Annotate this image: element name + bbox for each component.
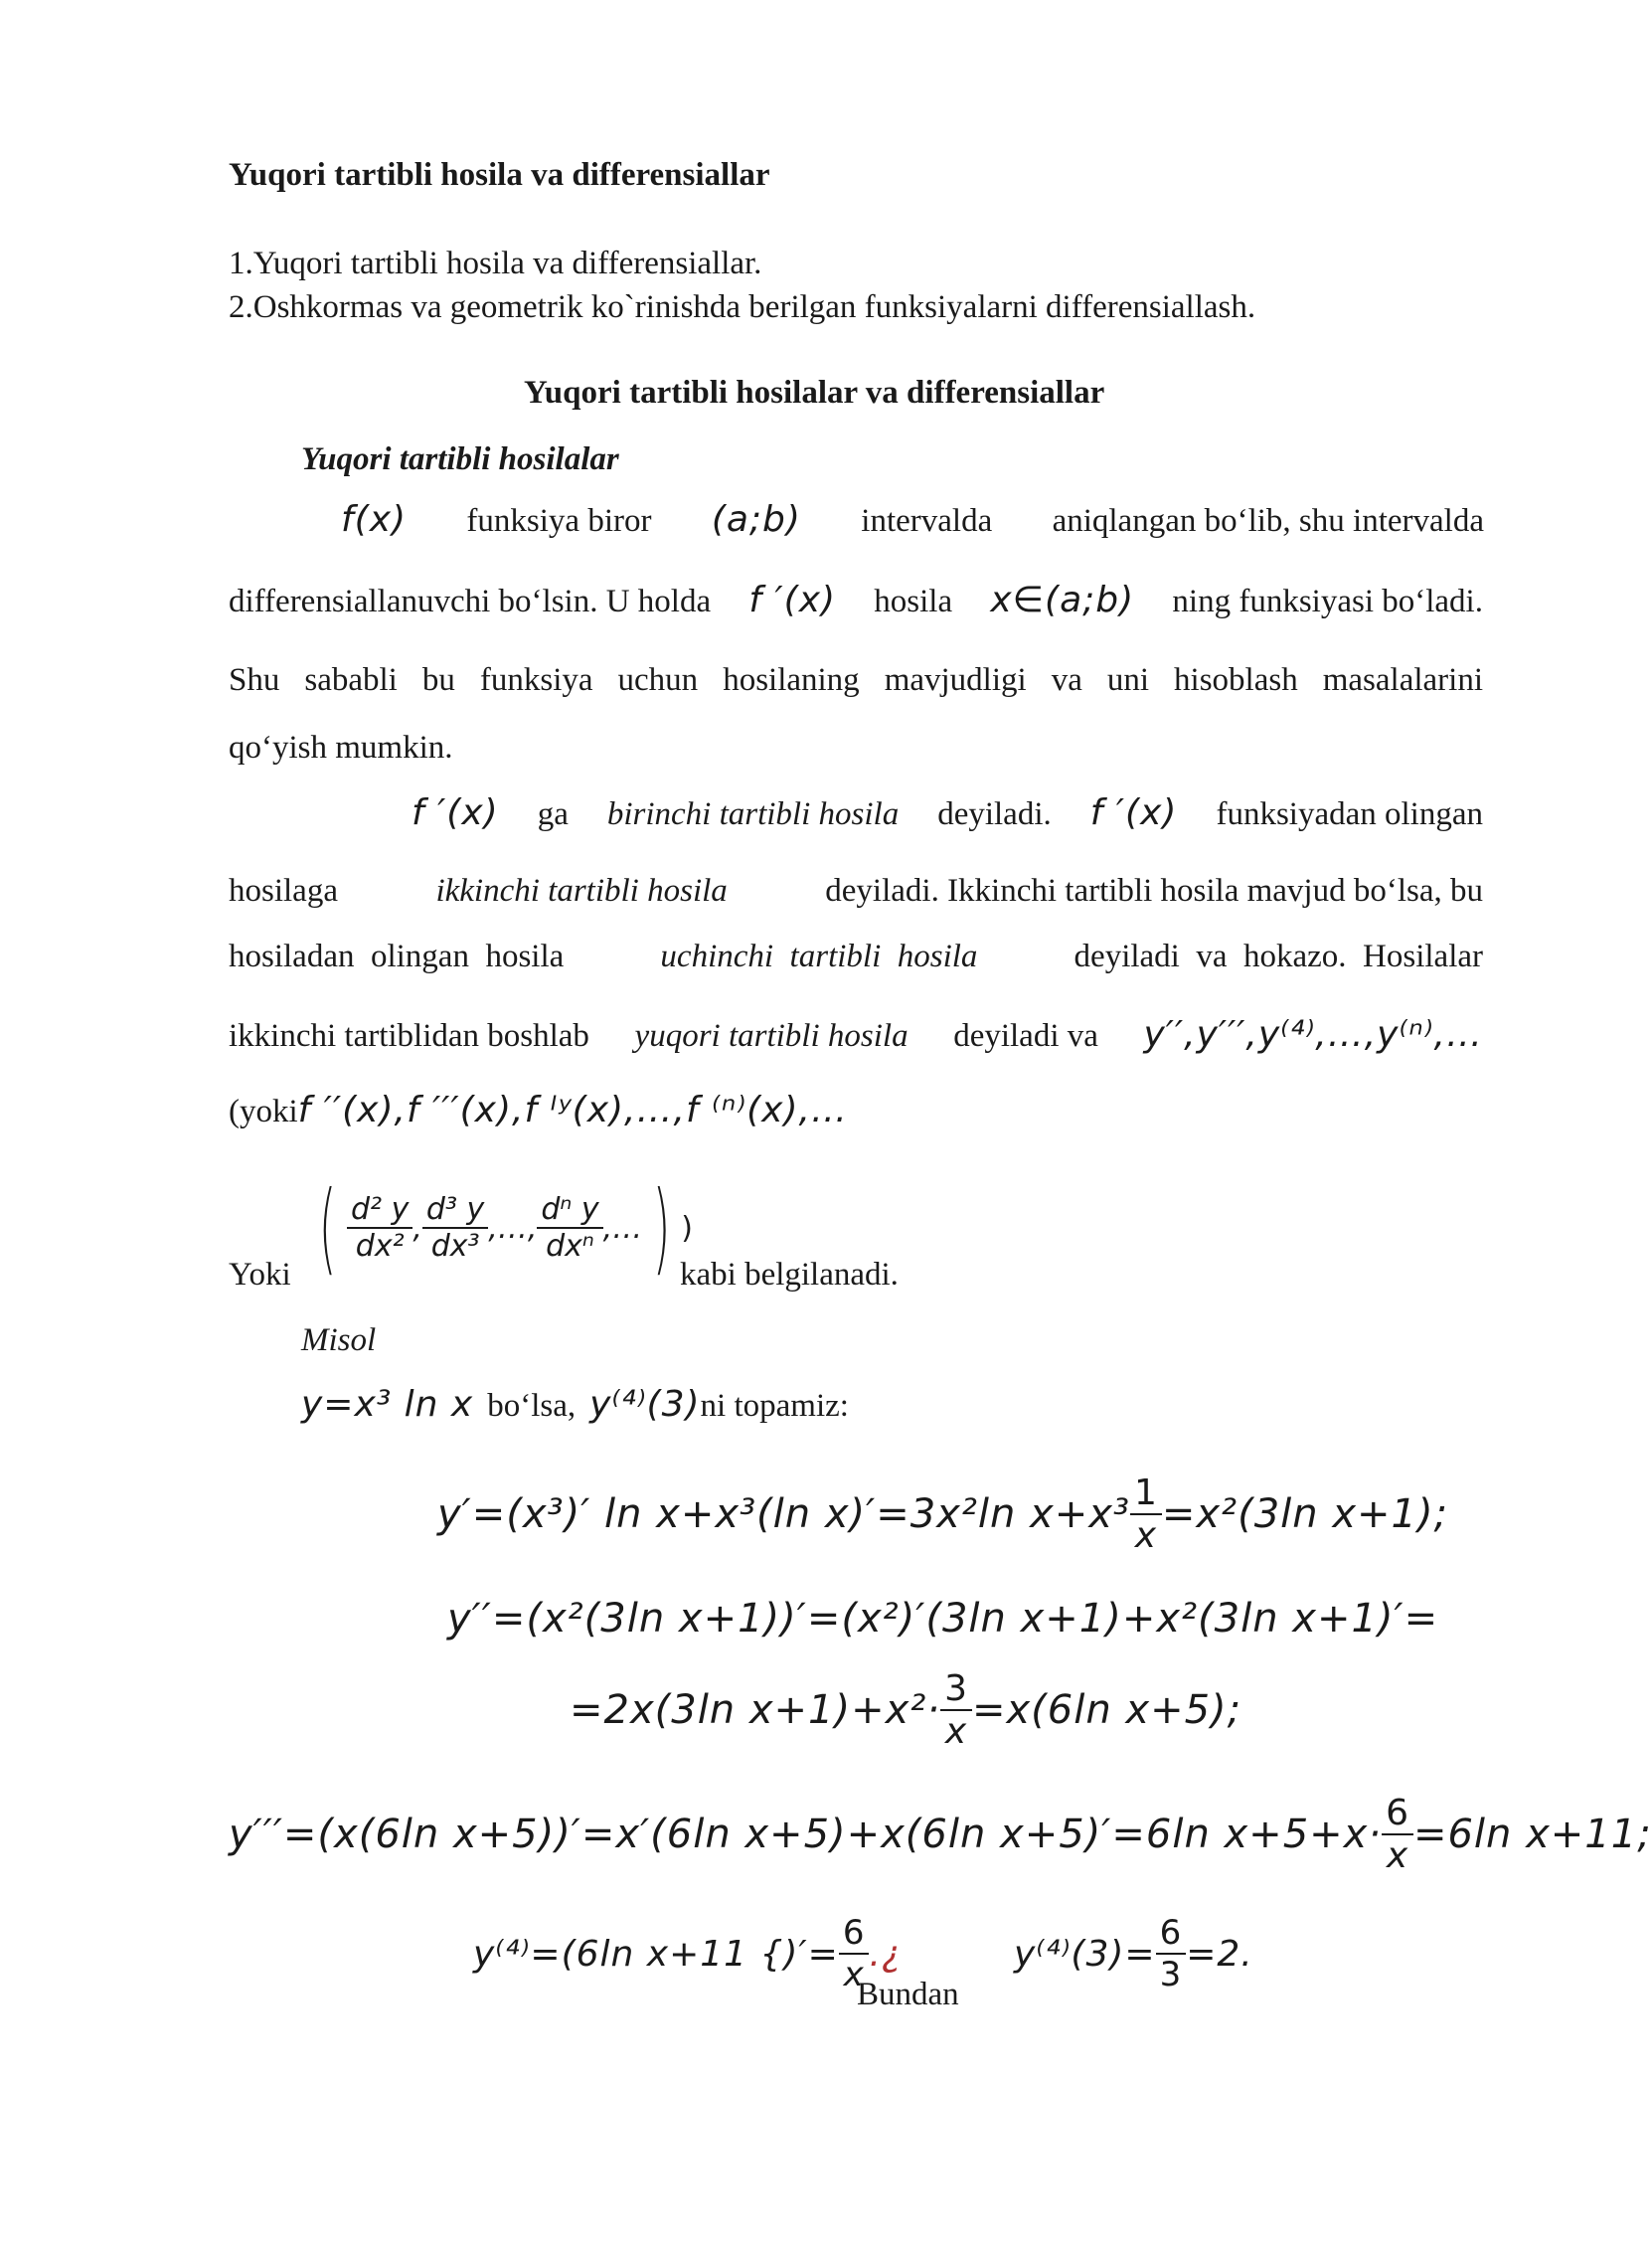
p2-term: uchinchi tartibli hosila bbox=[660, 939, 978, 974]
eq-part: =2. bbox=[1186, 1933, 1253, 1975]
ellipsis: ,… bbox=[602, 1210, 643, 1246]
p2-line2 bbox=[229, 871, 1483, 911]
math-x-in-interval: x∈(a;b) bbox=[990, 580, 1135, 620]
eq-part: y′′′=(x(6ln x+5))′=x′(6ln x+5)+x(6ln x+5)′=6ln x+5+x· bbox=[229, 1812, 1383, 1857]
eq-part: =6ln x+11; bbox=[1412, 1812, 1652, 1857]
section-heading: Yuqori tartibli hosilalar va differensiallar bbox=[524, 375, 1105, 411]
equation-3 bbox=[570, 1655, 1241, 1765]
equation-2: y′′=(x²(3ln x+1))′=(x²)′(3ln x+1)+x²(3ln x+1)′= bbox=[447, 1596, 1439, 1642]
eq-part: y⁽⁴⁾(3)= bbox=[1014, 1933, 1156, 1975]
leibniz-notation bbox=[308, 1169, 693, 1286]
document-title: Yuqori tartibli hosila va differensiallar bbox=[229, 157, 770, 193]
fraction-numerator: 3 bbox=[940, 1668, 972, 1711]
plan-item-1: 1.Yuqori tartibli hosila va differensiallar. bbox=[229, 246, 762, 281]
example-text: ni topamiz: bbox=[700, 1388, 849, 1424]
plan-item-2: 2.Oshkormas va geometrik ko`rinishda berilgan funksiyalarni differensiallash. bbox=[229, 289, 1256, 325]
right-paren: ) bbox=[652, 1169, 671, 1286]
fraction bbox=[1130, 1472, 1162, 1556]
p2-term: birinchi tartibli hosila bbox=[606, 796, 900, 832]
fraction-numerator: 6 bbox=[839, 1913, 870, 1955]
p2-text: hosiladan olingan hosila bbox=[229, 939, 565, 974]
math-target: y⁽⁴⁾(3) bbox=[589, 1384, 701, 1425]
p1-line3: Shu sababli bu funksiya uchun hosilaning mavjudligi va uni hisoblash masalalarini bbox=[229, 662, 1483, 698]
eq-part: y⁽⁴⁾=(6ln x+11 {)′= bbox=[473, 1933, 839, 1975]
p2-line5 bbox=[229, 1090, 848, 1131]
math-fprime: f ′(x) bbox=[748, 580, 837, 620]
fraction bbox=[422, 1192, 488, 1264]
kabi-text: kabi belgilanadi. bbox=[680, 1257, 899, 1293]
eq-part: =2x(3ln x+1)+x²· bbox=[570, 1687, 941, 1733]
p2-line1 bbox=[412, 792, 1483, 834]
p1-text: intervalda bbox=[861, 503, 993, 539]
fraction-numerator: dⁿ y bbox=[537, 1192, 602, 1229]
p1-line1 bbox=[341, 499, 1484, 541]
fraction bbox=[940, 1668, 972, 1752]
comma: , bbox=[413, 1210, 422, 1246]
p2-text: deyiladi. bbox=[937, 796, 1052, 832]
p2-text: funksiyadan olingan bbox=[1216, 796, 1483, 832]
p2-term: ikkinchi tartibli hosila bbox=[435, 873, 728, 909]
math-function: y=x³ ln x bbox=[301, 1384, 474, 1425]
subheading: Yuqori tartibli hosilalar bbox=[301, 441, 619, 477]
fraction-numerator: d² y bbox=[347, 1192, 413, 1229]
p2-line4 bbox=[229, 1014, 1483, 1056]
bundan-text: Bundan bbox=[857, 1977, 959, 2012]
fraction bbox=[347, 1192, 413, 1264]
eq-part: y′=(x³)′ ln x+x³(ln x)′=3x²ln x+x³ bbox=[437, 1491, 1130, 1537]
p2-term: yuqori tartibli hosila bbox=[634, 1018, 909, 1054]
math-f-sequence: f ′′(x),f ′′′(x),f ᴵʸ(x),…,f ⁽ⁿ⁾(x),… bbox=[297, 1090, 848, 1130]
fraction-denominator: dx³ bbox=[430, 1229, 480, 1264]
p2-text: deyiladi. Ikkinchi tartibli hosila mavjud bo‘lsa, bu bbox=[825, 873, 1483, 909]
fraction-denominator: x bbox=[944, 1711, 968, 1752]
math-fprime: f ′(x) bbox=[1089, 792, 1178, 833]
equation-6 bbox=[1014, 1899, 1253, 2008]
fraction-denominator: x bbox=[1386, 1835, 1409, 1876]
fraction bbox=[1382, 1793, 1413, 1876]
fraction-denominator: 3 bbox=[1159, 1955, 1183, 1994]
example-text: bo‘lsa, bbox=[487, 1388, 577, 1424]
ellipsis: ,…, bbox=[488, 1210, 538, 1246]
yoki-label: Yoki bbox=[229, 1257, 291, 1293]
eq-part: .¿ bbox=[869, 1933, 903, 1975]
p2-text: ga bbox=[537, 796, 569, 832]
fraction-numerator: 6 bbox=[1382, 1793, 1413, 1835]
equation-4 bbox=[229, 1780, 1652, 1889]
fraction-denominator: dxⁿ bbox=[546, 1229, 594, 1264]
fraction-denominator: x bbox=[843, 1955, 865, 1994]
p2-text: deyiladi va bbox=[953, 1018, 1098, 1054]
math-fx: f(x) bbox=[341, 499, 408, 540]
p1-text: hosila bbox=[874, 584, 953, 619]
right-paren-small: ) bbox=[681, 1210, 693, 1246]
eq-part: =x(6ln x+5); bbox=[971, 1687, 1242, 1733]
p1-text: differensiallanuvchi bo‘lsin. U holda bbox=[229, 584, 712, 619]
equation-5 bbox=[473, 1899, 902, 2008]
p2-text: hosilaga bbox=[229, 873, 338, 909]
p1-line2 bbox=[229, 580, 1483, 621]
p1-line4: qo‘yish mumkin. bbox=[229, 730, 453, 766]
fraction bbox=[537, 1192, 602, 1264]
math-interval: (a;b) bbox=[711, 499, 801, 540]
equation-1 bbox=[437, 1460, 1448, 1569]
fraction-numerator: d³ y bbox=[422, 1192, 488, 1229]
math-fprime: f ′(x) bbox=[412, 792, 499, 833]
math-derivative-sequence: y′′,y′′′,y⁽⁴⁾,…,y⁽ⁿ⁾,… bbox=[1143, 1014, 1483, 1055]
eq-part: =x²(3ln x+1); bbox=[1161, 1491, 1449, 1537]
example-statement bbox=[301, 1384, 849, 1426]
p1-text: ning funksiyasi bo‘ladi. bbox=[1172, 584, 1483, 619]
fraction-denominator: x bbox=[1134, 1515, 1158, 1556]
p2-text: deyiladi va hokazo. Hosilalar bbox=[1074, 939, 1483, 974]
p2-line3 bbox=[229, 937, 1483, 976]
p2-text: ikkinchi tartiblidan boshlab bbox=[229, 1018, 589, 1054]
fraction bbox=[1156, 1913, 1187, 1994]
p2-text: (yoki bbox=[229, 1094, 298, 1129]
fraction-numerator: 6 bbox=[1156, 1913, 1187, 1955]
fraction-denominator: dx² bbox=[355, 1229, 405, 1264]
p1-text: funksiya biror bbox=[466, 503, 652, 539]
fraction-numerator: 1 bbox=[1130, 1472, 1162, 1515]
misol-label: Misol bbox=[301, 1322, 377, 1358]
left-paren: ( bbox=[318, 1169, 337, 1286]
p1-text: aniqlangan bo‘lib, shu intervalda bbox=[1052, 503, 1484, 539]
